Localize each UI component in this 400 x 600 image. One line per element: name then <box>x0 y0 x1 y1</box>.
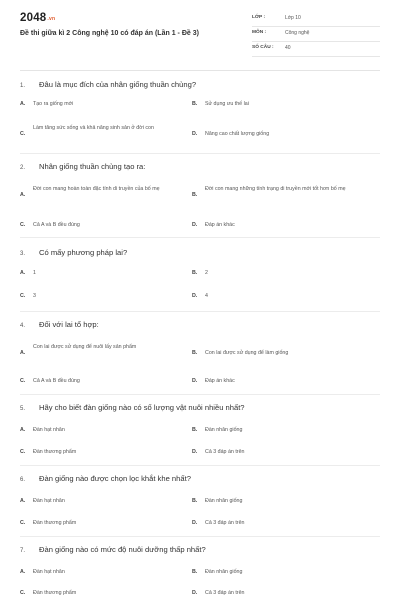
option-text: Đàn hạt nhân <box>33 569 65 575</box>
header-divider <box>20 70 380 71</box>
option-letter: A. <box>20 498 26 504</box>
option-letter: A. <box>20 192 26 198</box>
meta-value: 40 <box>285 45 291 51</box>
question-number: 2. <box>20 165 26 171</box>
question-separator <box>20 536 380 537</box>
option-text: 3 <box>33 293 36 299</box>
option-letter: C. <box>20 520 26 526</box>
option-letter: B. <box>192 569 198 575</box>
question-separator <box>20 311 380 312</box>
meta-row-class <box>252 12 380 27</box>
question-separator <box>20 153 380 154</box>
option-letter: B. <box>192 101 198 107</box>
exam-header <box>0 0 400 68</box>
meta-key: MÔN : <box>252 30 267 35</box>
question-title <box>20 80 380 89</box>
option-letter: A. <box>20 569 26 575</box>
option-text: Đàn nhân giống <box>205 498 243 504</box>
option-text: Đàn hạt nhân <box>33 427 65 433</box>
question-number: 7. <box>20 548 26 554</box>
option-letter: D. <box>192 378 198 384</box>
option-text: Đàn hạt nhân <box>33 498 65 504</box>
option-letter: D. <box>192 222 198 228</box>
meta-key: SỐ CÂU : <box>252 45 274 50</box>
meta-value: Công nghệ <box>285 30 310 36</box>
option-text: Đàn nhân giống <box>205 569 243 575</box>
option-letter: D. <box>192 590 198 596</box>
option-text: 2 <box>205 270 208 276</box>
option-letter: B. <box>192 350 198 356</box>
question-text: Đàn giống nào có mức độ nuôi dưỡng thấp nhất? <box>39 545 206 554</box>
option-text: Đàn thương phẩm <box>33 520 77 526</box>
option-letter: C. <box>20 293 26 299</box>
question-title <box>20 162 380 171</box>
question-number: 6. <box>20 477 26 483</box>
option-letter: A. <box>20 270 26 276</box>
option-text: 4 <box>205 293 208 299</box>
option-text: Cả 3 đáp án trên <box>205 520 245 526</box>
question-text: Đâu là mục đích của nhân giống thuần chủng? <box>39 80 197 89</box>
question-number: 4. <box>20 323 26 329</box>
option-letter: C. <box>20 131 26 137</box>
option-text: Đáp án khác <box>205 378 235 384</box>
exam-meta <box>252 12 380 57</box>
meta-key: LỚP : <box>252 15 266 20</box>
exam-title: Đề thi giữa kì 2 Công nghệ 10 có đáp án (Lần 1 - Đề 3) <box>20 30 199 37</box>
option-letter: A. <box>20 427 26 433</box>
meta-value: Lớp 10 <box>285 15 301 21</box>
option-text: Đời con mang những tính trạng di truyền mới tốt hơn bố mẹ <box>205 186 346 192</box>
question-text: Có mấy phương pháp lai? <box>39 248 128 257</box>
option-text: Đáp án khác <box>205 222 235 228</box>
logo-main-text: 2048 <box>20 12 47 24</box>
question-text: Đàn giống nào được chọn lọc khắt khe nhất? <box>39 474 191 483</box>
option-letter: C. <box>20 590 26 596</box>
option-text: 1 <box>33 270 36 276</box>
option-text: Đàn thương phẩm <box>33 449 77 455</box>
question-separator <box>20 465 380 466</box>
question-title <box>20 545 380 554</box>
option-letter: A. <box>20 350 26 356</box>
question-number: 1. <box>20 83 26 89</box>
option-text: Sử dụng ưu thế lai <box>205 101 249 107</box>
question-separator <box>20 394 380 395</box>
question-text: Hãy cho biết đàn giống nào có số lượng vật nuôi nhiều nhất? <box>39 403 245 412</box>
question-title <box>20 474 380 483</box>
option-letter: D. <box>192 293 198 299</box>
option-text: Tạo ra giống mới <box>33 101 74 107</box>
option-letter: D. <box>192 449 198 455</box>
option-letter: B. <box>192 498 198 504</box>
option-text: Cả A và B đều đúng <box>33 378 80 384</box>
option-text: Làm tăng sức sống và khả năng sinh sản ở đời con <box>33 125 154 131</box>
logo-suffix-text: .vn <box>47 16 56 22</box>
option-text: Cả A và B đều đúng <box>33 222 80 228</box>
question-number: 3. <box>20 251 26 257</box>
option-letter: C. <box>20 378 26 384</box>
option-text: Cả 3 đáp án trên <box>205 449 245 455</box>
question-text: Nhân giống thuần chủng tạo ra: <box>39 162 146 171</box>
option-text: Cả 3 đáp án trên <box>205 590 245 596</box>
site-logo[interactable] <box>20 12 55 24</box>
option-text: Con lai được sử dụng để làm giống <box>205 350 289 356</box>
option-letter: B. <box>192 270 198 276</box>
option-text: Đàn nhân giống <box>205 427 243 433</box>
meta-row-count <box>252 42 380 57</box>
option-text: Nâng cao chất lượng giống <box>205 131 270 137</box>
question-text: Đối với lai tổ hợp: <box>39 320 99 329</box>
option-letter: B. <box>192 192 198 198</box>
option-letter: C. <box>20 222 26 228</box>
option-letter: D. <box>192 131 198 137</box>
question-separator <box>20 237 380 238</box>
option-letter: D. <box>192 520 198 526</box>
question-title <box>20 403 380 412</box>
option-text: Đời con mang hoàn toàn đặc tính di truyền của bố mẹ <box>33 186 160 192</box>
question-number: 5. <box>20 406 26 412</box>
option-letter: C. <box>20 449 26 455</box>
option-text: Con lai được sử dụng để nuôi lấy sản phẩm <box>33 344 137 350</box>
option-letter: A. <box>20 101 26 107</box>
option-letter: B. <box>192 427 198 433</box>
question-title <box>20 248 380 257</box>
question-title <box>20 320 380 329</box>
option-text: Đàn thương phẩm <box>33 590 77 596</box>
meta-row-subject <box>252 27 380 42</box>
